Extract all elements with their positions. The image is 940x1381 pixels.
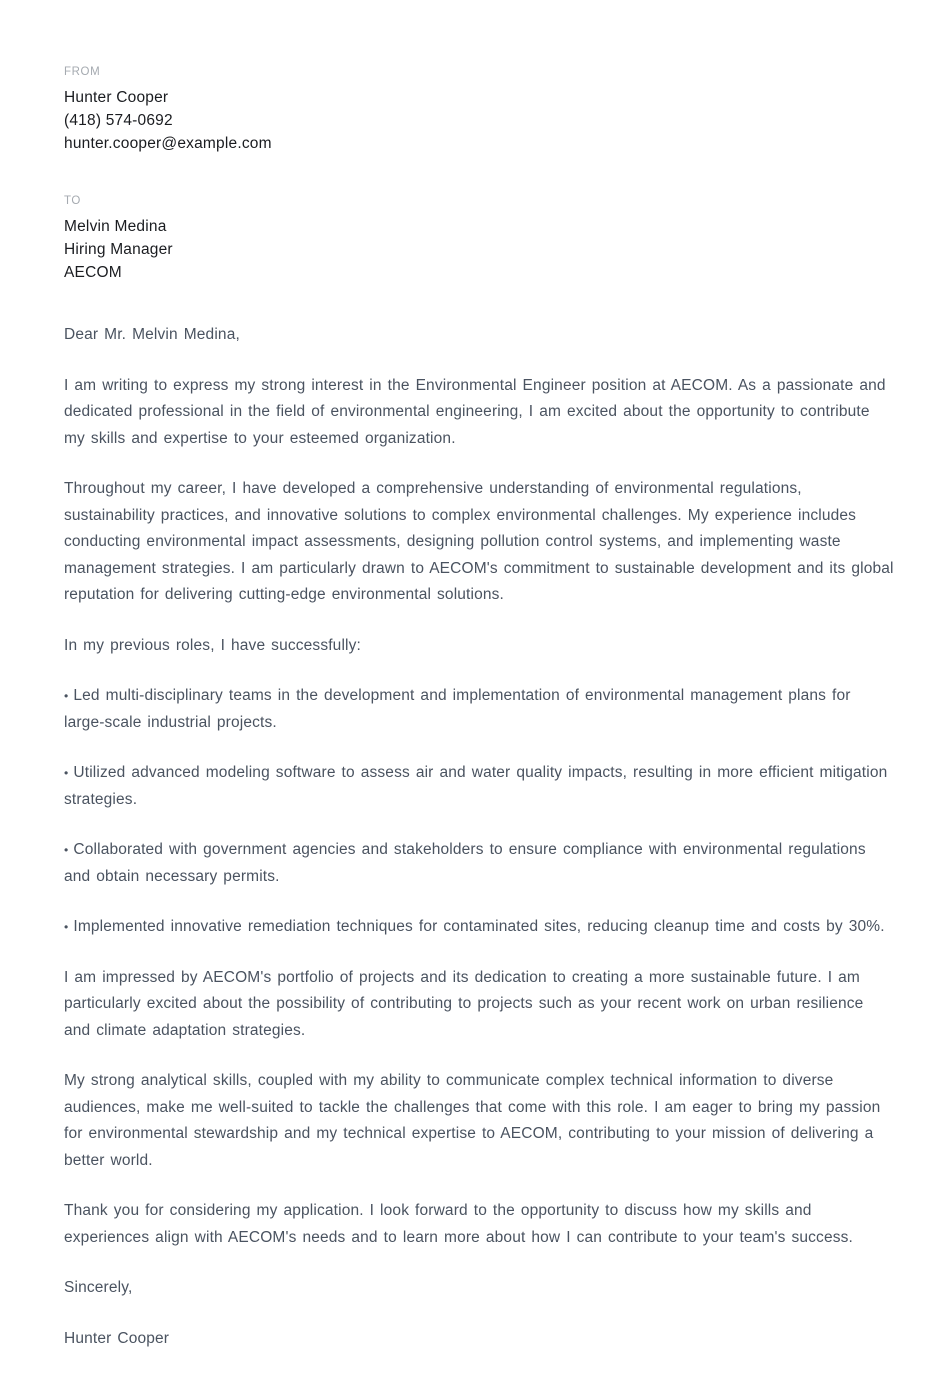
sender-name: Hunter Cooper <box>64 89 169 106</box>
sender-phone: (418) 574-0692 <box>64 112 173 129</box>
from-label: FROM <box>64 66 101 78</box>
bullet-icon: • <box>64 689 69 703</box>
body-paragraph: In my previous roles, I have successfully: <box>64 636 361 654</box>
body-paragraph: Throughout my career, I have developed a comprehensive understanding of environmental regulations, sustainability practices, and innovative solutions to complex environmental challenges. My experience includes conducting environmental impact assessments, designing pollution control systems, and implementing waste management strategies. I am particularly drawn to AECOM's commitment to sustainable development and its global reputation for delivering cutting-edge environmental solutions. <box>64 480 894 603</box>
recipient-name: Melvin Medina <box>64 218 167 235</box>
letter-paragraphs <box>64 373 894 1252</box>
closing: Sincerely, <box>64 1279 133 1296</box>
bullet-item <box>64 914 894 941</box>
bullet-text: Implemented innovative remediation techniques for contaminated sites, reducing cleanup time and costs by 30%. <box>73 918 885 935</box>
signature-name: Hunter Cooper <box>64 1329 170 1347</box>
sender-email: hunter.cooper@example.com <box>64 135 272 152</box>
to-block <box>64 194 894 284</box>
bullet-item <box>64 760 894 813</box>
recipient-title: Hiring Manager <box>64 241 173 258</box>
bullet-icon: • <box>64 843 69 857</box>
recipient-company: AECOM <box>64 264 122 281</box>
body-paragraph: My strong analytical skills, coupled with my ability to communicate complex technical information to diverse audiences, make me well-suited to tackle the challenges that come with this role. I am eager to bring my passion for environmental stewardship and my technical expertise to AECOM, contributing to your mission of delivering a better world. <box>64 1072 881 1169</box>
bullet-item <box>64 837 894 890</box>
salutation: Dear Mr. Melvin Medina, <box>64 326 240 343</box>
bullet-text: Utilized advanced modeling software to assess air and water quality impacts, resulting in more efficient mitigation strategies. <box>64 764 888 808</box>
from-block <box>64 65 894 155</box>
body-paragraph: I am writing to express my strong interest in the Environmental Engineer position at AECOM. As a passionate and dedicated professional in the field of environmental engineering, I am excited about the opportunity to contribute my skills and expertise to your esteemed organization. <box>64 376 886 447</box>
body-paragraph: I am impressed by AECOM's portfolio of projects and its dedication to creating a more sustainable future. I am particularly excited about the possibility of contributing to projects such as your recent work on urban resilience and climate adaptation strategies. <box>64 968 864 1039</box>
bullet-item <box>64 683 894 736</box>
to-label: TO <box>64 195 81 207</box>
body-paragraph: Thank you for considering my application. I look forward to the opportunity to discuss how my skills and experiences align with AECOM's needs and to learn more about how I can contribute to your team's success. <box>64 1202 853 1246</box>
bullet-icon: • <box>64 920 69 934</box>
bullet-text: Led multi-disciplinary teams in the development and implementation of environmental management plans for large-scale industrial projects. <box>64 687 851 731</box>
letter-body <box>64 322 894 1352</box>
bullet-icon: • <box>64 766 69 780</box>
letter-header <box>64 65 894 284</box>
bullet-text: Collaborated with government agencies and stakeholders to ensure compliance with environmental regulations and obtain necessary permits. <box>64 841 866 885</box>
